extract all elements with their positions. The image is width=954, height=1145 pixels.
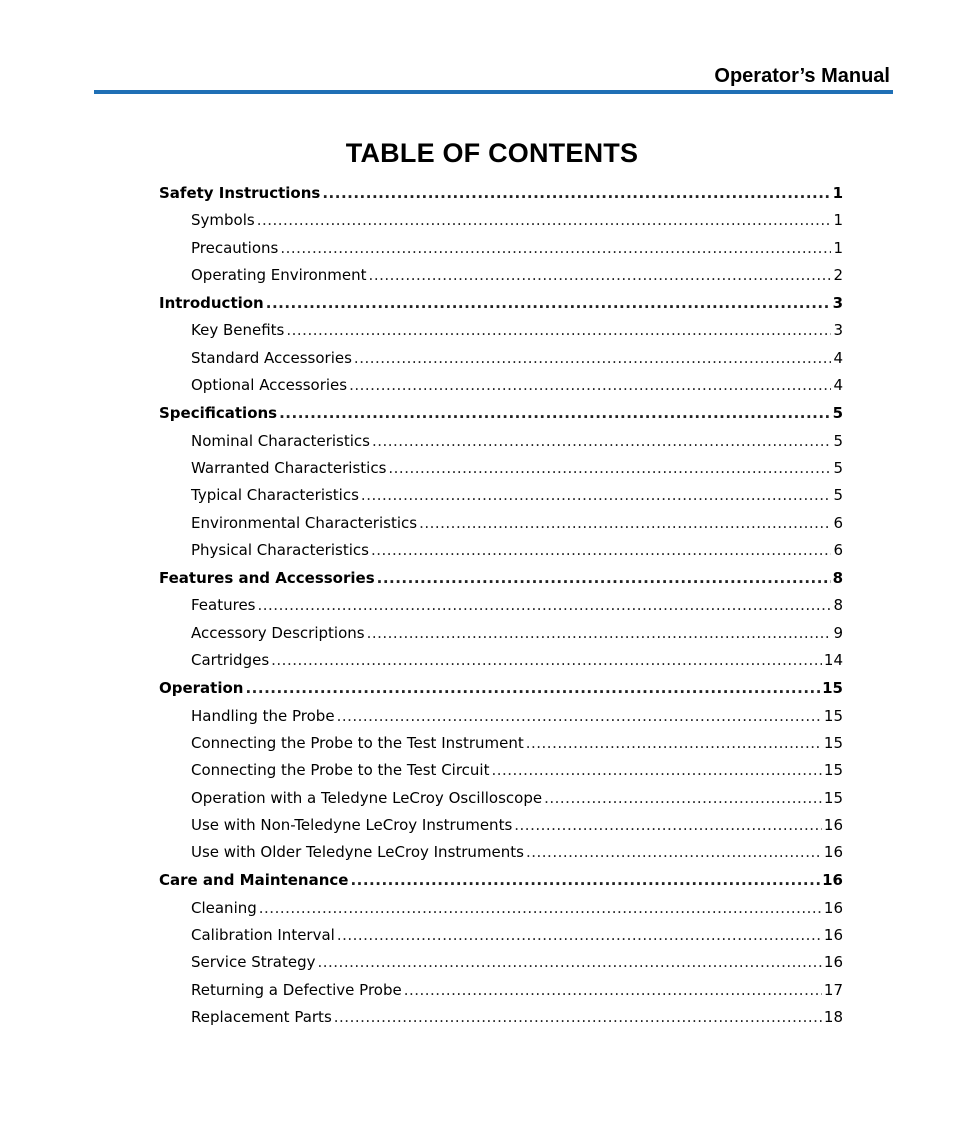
toc-entry-label: Physical Characteristics <box>191 540 369 559</box>
table-of-contents <box>159 179 843 1031</box>
toc-dot-leader <box>526 730 822 757</box>
toc-entry-label: Connecting the Probe to the Test Circuit <box>191 761 490 780</box>
toc-heading: TABLE OF CONTENTS <box>345 138 639 168</box>
toc-subsection-entry[interactable] <box>159 455 843 482</box>
toc-entry-label: Operating Environment <box>191 265 367 284</box>
toc-dot-leader <box>367 620 832 647</box>
toc-entry-page-number: 5 <box>833 486 843 505</box>
toc-entry-label: Features and Accessories <box>159 569 375 588</box>
toc-entry-label: Symbols <box>191 211 255 230</box>
toc-subsection-entry[interactable] <box>159 262 843 289</box>
toc-entry-label: Service Strategy <box>191 953 316 972</box>
toc-dot-leader <box>491 757 821 784</box>
toc-dot-leader <box>361 482 832 509</box>
toc-subsection-entry[interactable] <box>159 537 843 564</box>
toc-entry-label: Safety Instructions <box>159 184 321 202</box>
toc-entry-label: Calibration Interval <box>191 926 335 945</box>
toc-entry-page-number: 16 <box>823 926 843 945</box>
toc-entry-label: Operation <box>159 679 244 698</box>
toc-subsection-entry[interactable] <box>159 785 843 812</box>
toc-entry-label: Accessory Descriptions <box>191 623 365 642</box>
toc-section-entry[interactable] <box>159 674 843 702</box>
toc-entry-label: Care and Maintenance <box>159 871 349 890</box>
toc-dot-leader <box>334 1004 822 1031</box>
header-title: Operator’s Manual <box>714 65 890 87</box>
toc-entry-page-number: 2 <box>833 265 843 284</box>
toc-dot-leader <box>245 674 820 702</box>
toc-entry-page-number: 15 <box>823 788 843 807</box>
toc-entry-label: Features <box>191 596 256 615</box>
toc-entry-page-number: 15 <box>823 761 843 780</box>
toc-dot-leader <box>349 372 831 399</box>
toc-entry-label: Connecting the Probe to the Test Instrument <box>191 733 524 752</box>
toc-subsection-entry[interactable] <box>159 730 843 757</box>
toc-dot-leader <box>372 428 831 455</box>
toc-subsection-entry[interactable] <box>159 703 843 730</box>
toc-entry-label: Specifications <box>159 404 278 423</box>
toc-entry-page-number: 16 <box>822 871 843 890</box>
toc-entry-label: Replacement Parts <box>191 1007 332 1026</box>
toc-subsection-entry[interactable] <box>159 647 843 674</box>
toc-entry-page-number: 5 <box>833 431 843 450</box>
toc-entry-label: Introduction <box>159 294 264 313</box>
toc-entry-label: Standard Accessories <box>191 348 352 367</box>
toc-subsection-entry[interactable] <box>159 235 843 262</box>
toc-entry-page-number: 14 <box>823 651 843 670</box>
toc-entry-page-number: 5 <box>833 458 843 477</box>
toc-entry-page-number: 5 <box>832 404 843 423</box>
toc-dot-leader <box>280 235 831 262</box>
toc-entry-page-number: 17 <box>823 980 843 999</box>
toc-dot-leader <box>286 317 831 344</box>
toc-dot-leader <box>258 592 832 619</box>
toc-entry-page-number: 16 <box>823 898 843 917</box>
toc-dot-leader <box>271 647 822 674</box>
toc-entry-page-number: 1 <box>833 211 843 230</box>
toc-subsection-entry[interactable] <box>159 812 843 839</box>
toc-subsection-entry[interactable] <box>159 207 843 234</box>
toc-entry-page-number: 15 <box>822 679 843 698</box>
toc-entry-page-number: 16 <box>823 953 843 972</box>
toc-subsection-entry[interactable] <box>159 345 843 372</box>
toc-subsection-entry[interactable] <box>159 510 843 537</box>
toc-entry-page-number: 4 <box>833 348 843 367</box>
toc-entry-label: Use with Older Teledyne LeCroy Instruments <box>191 843 524 862</box>
toc-dot-leader <box>337 922 822 949</box>
toc-subsection-entry[interactable] <box>159 592 843 619</box>
toc-dot-leader <box>514 812 822 839</box>
toc-subsection-entry[interactable] <box>159 839 843 866</box>
toc-entry-label: Environmental Characteristics <box>191 513 418 532</box>
toc-entry-page-number: 1 <box>833 238 843 257</box>
toc-subsection-entry[interactable] <box>159 977 843 1004</box>
toc-entry-label: Use with Non-Teledyne LeCroy Instruments <box>191 815 513 834</box>
toc-dot-leader <box>388 455 831 482</box>
toc-dot-leader <box>322 179 830 207</box>
toc-dot-leader <box>350 866 820 894</box>
toc-subsection-entry[interactable] <box>159 922 843 949</box>
toc-dot-leader <box>317 949 821 976</box>
toc-entry-page-number: 15 <box>823 706 843 725</box>
toc-dot-leader <box>354 345 832 372</box>
header-rule <box>94 90 893 94</box>
toc-dot-leader <box>404 977 822 1004</box>
toc-entry-label: Optional Accessories <box>191 376 348 395</box>
toc-entry-label: Key Benefits <box>191 321 285 340</box>
toc-dot-leader <box>369 262 832 289</box>
toc-entry-page-number: 18 <box>823 1007 843 1026</box>
toc-dot-leader <box>257 207 832 234</box>
toc-entry-label: Typical Characteristics <box>191 486 359 505</box>
toc-dot-leader <box>377 564 831 592</box>
toc-entry-label: Precautions <box>191 238 279 257</box>
toc-entry-label: Operation with a Teledyne LeCroy Oscilloscope <box>191 788 543 807</box>
toc-subsection-entry[interactable] <box>159 620 843 647</box>
toc-section-entry[interactable] <box>159 564 843 592</box>
toc-subsection-entry[interactable] <box>159 482 843 509</box>
toc-dot-leader <box>419 510 831 537</box>
toc-entry-page-number: 16 <box>823 843 843 862</box>
toc-entry-page-number: 4 <box>833 376 843 395</box>
toc-subsection-entry[interactable] <box>159 895 843 922</box>
toc-entry-page-number: 6 <box>833 540 843 559</box>
toc-section-entry[interactable] <box>159 179 843 207</box>
toc-entry-label: Returning a Defective Probe <box>191 980 402 999</box>
toc-entry-label: Nominal Characteristics <box>191 431 370 450</box>
toc-dot-leader <box>371 537 832 564</box>
toc-dot-leader <box>526 839 822 866</box>
toc-entry-page-number: 6 <box>833 513 843 532</box>
toc-section-entry[interactable] <box>159 866 843 894</box>
toc-entry-page-number: 8 <box>833 596 843 615</box>
toc-entry-page-number: 15 <box>823 733 843 752</box>
toc-entry-page-number: 3 <box>832 294 843 313</box>
toc-subsection-entry[interactable] <box>159 1004 843 1031</box>
toc-dot-leader <box>544 785 822 812</box>
toc-dot-leader <box>259 895 822 922</box>
toc-entry-page-number: 3 <box>833 321 843 340</box>
toc-entry-page-number: 8 <box>832 569 843 588</box>
toc-entry-page-number: 16 <box>823 815 843 834</box>
toc-entry-label: Warranted Characteristics <box>191 458 387 477</box>
toc-subsection-entry[interactable] <box>159 949 843 976</box>
toc-entry-label: Cartridges <box>191 651 270 670</box>
toc-entry-page-number: 9 <box>833 623 843 642</box>
toc-section-entry[interactable] <box>159 289 843 317</box>
toc-dot-leader <box>279 399 830 427</box>
toc-entry-label: Handling the Probe <box>191 706 335 725</box>
toc-entry-label: Cleaning <box>191 898 257 917</box>
toc-dot-leader <box>266 289 831 317</box>
toc-subsection-entry[interactable] <box>159 757 843 784</box>
toc-subsection-entry[interactable] <box>159 372 843 399</box>
toc-subsection-entry[interactable] <box>159 317 843 344</box>
toc-subsection-entry[interactable] <box>159 428 843 455</box>
toc-section-entry[interactable] <box>159 399 843 427</box>
toc-entry-page-number: 1 <box>832 184 843 202</box>
toc-dot-leader <box>337 703 822 730</box>
